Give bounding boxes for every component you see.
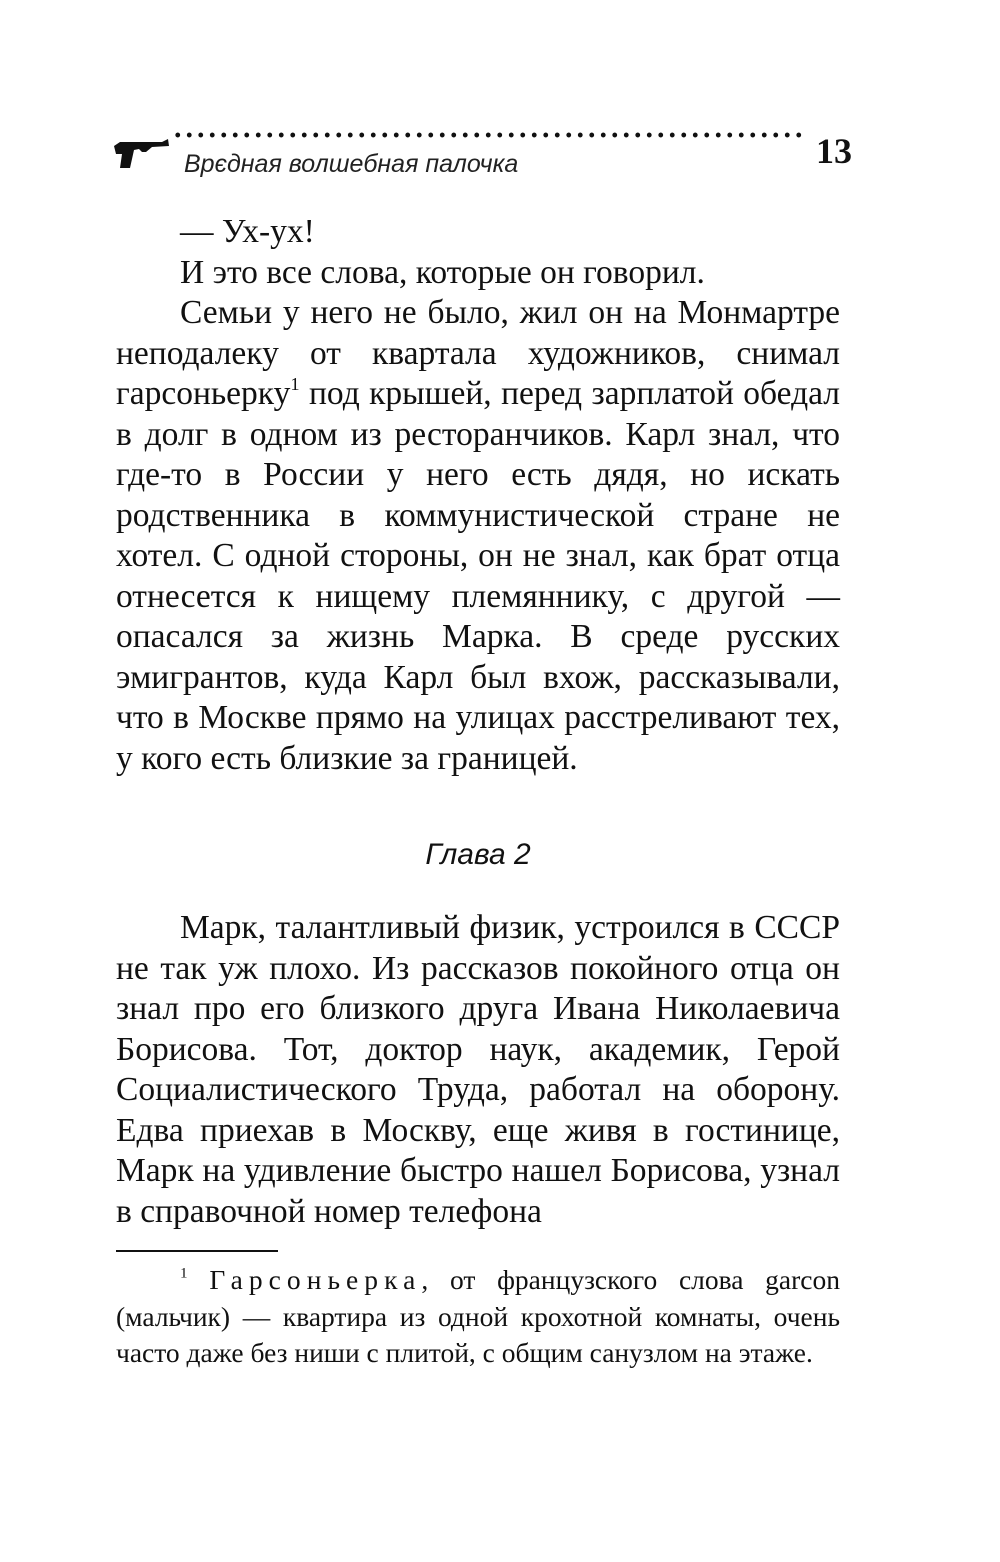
footnote-divider (116, 1250, 278, 1252)
revolver-icon (112, 134, 170, 172)
page-number: 13 (816, 131, 852, 171)
chapter-heading: Глава 2 (425, 838, 531, 871)
body-text-bottom (116, 908, 840, 1232)
body-text-top (116, 212, 840, 779)
paragraph: Семьи у него не было, жил он на Монмартре неподалеку от квартала художников, снимал гарсоньерку$^1$ под крышей, перед зарплатой обедал в долг в одном из ресторанчиков. Карл знал, что где-то в России у него есть дядя, но искать родственника в коммунистической стране не хотел. С одной стороны, он не знал, как брат отца отнесется к нищему племяннику, с другой — опасался за жизнь Марка. В среде русских эмигрантов, куда Карл был вхож, рассказывали, что в Москве прямо на улицах расстреливают тех, у кого есть близкие за границей. (116, 294, 840, 777)
footnote-text: , от французского слова garcon (мальчик) — квартира из одной крохотной комнаты, очень часто даже без ниши с плитой, с общим санузлом на этаже. (116, 1264, 841, 1368)
running-title: Врєдная волшебная палочка (184, 150, 519, 178)
paragraph: Марк, талантливый физик, устроился в СССР не так уж плохо. Из рассказов покойного отца он знал про его близкого друга Ивана Николаевича Борисова. Тот, доктор наук, академик, Герой Социалистического Труда, работал на оборону. Едва приехав в Москву, еще живя в гостинице, Марк на удивление быстро нашел Борисова, узнал в справочной номер телефона (116, 909, 840, 1230)
footnote-ref: 1 (290, 374, 300, 395)
footnote-term: Гарсоньерка (209, 1264, 422, 1295)
footnote (116, 1262, 840, 1372)
paragraph: И это все слова, которые он говорил. (180, 253, 705, 291)
dotted-rule (172, 128, 802, 142)
paragraph: — Ух-ух! (180, 213, 315, 250)
running-header (112, 128, 852, 188)
footnote-marker: 1 (180, 1265, 188, 1282)
